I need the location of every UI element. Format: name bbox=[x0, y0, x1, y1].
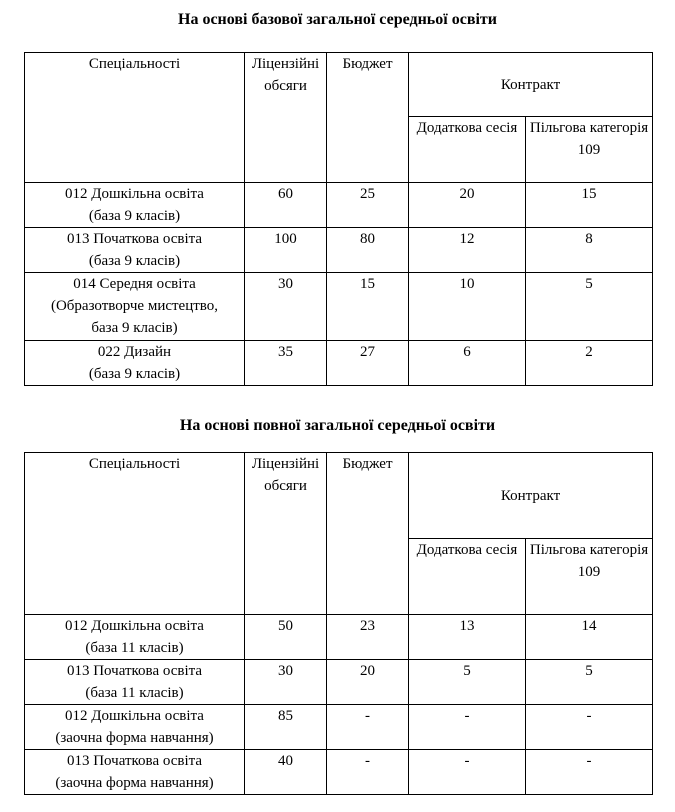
section-title-basic: На основі базової загальної середньої освіти bbox=[178, 11, 497, 28]
specialty-cell bbox=[25, 750, 245, 795]
specialty-cell bbox=[25, 705, 245, 750]
header-license: Ліцензійні обсяги bbox=[245, 53, 327, 183]
header-additional-session: Додаткова сесія bbox=[409, 539, 526, 615]
specialty-line: (база 9 класів) bbox=[88, 366, 181, 382]
section-title-full: На основі повної загальної середньої освіти bbox=[179, 417, 496, 434]
specialty-line: 013 Початкова освіта bbox=[66, 231, 203, 247]
budget-cell: - bbox=[327, 705, 409, 750]
specialty-line: 014 Середня освіта bbox=[73, 276, 196, 292]
additional-cell: 6 bbox=[409, 341, 526, 386]
header-specialty: Спеціальності bbox=[25, 53, 245, 183]
specialty-line: (база 11 класів) bbox=[85, 640, 184, 656]
license-cell: 40 bbox=[245, 750, 327, 795]
preferential-cell: - bbox=[526, 750, 653, 795]
header-specialty: Спеціальності bbox=[25, 453, 245, 615]
header-additional-session: Додаткова сесія bbox=[409, 117, 526, 183]
specialty-line: (база 9 класів) bbox=[88, 208, 181, 224]
header-category-109: Пільгова категорія 109 bbox=[526, 539, 653, 615]
license-cell: 30 bbox=[245, 660, 327, 705]
specialty-line: 012 Дошкільна освіта bbox=[65, 708, 204, 724]
preferential-cell: 14 bbox=[526, 615, 653, 660]
license-cell: 100 bbox=[245, 228, 327, 273]
additional-cell: 20 bbox=[409, 183, 526, 228]
additional-cell: - bbox=[409, 705, 526, 750]
table-row bbox=[25, 228, 653, 273]
additional-cell: - bbox=[409, 750, 526, 795]
specialty-line: 013 Початкова освіта bbox=[66, 753, 203, 769]
specialty-cell bbox=[25, 273, 245, 341]
table-row bbox=[25, 273, 653, 341]
specialty-line: 012 Дошкільна освіта bbox=[65, 618, 204, 634]
preferential-cell: 8 bbox=[526, 228, 653, 273]
license-cell: 35 bbox=[245, 341, 327, 386]
preferential-cell: 2 bbox=[526, 341, 653, 386]
preferential-cell: 5 bbox=[526, 660, 653, 705]
table-row bbox=[25, 615, 653, 660]
admission-table-basic bbox=[24, 52, 653, 386]
budget-cell: 23 bbox=[327, 615, 409, 660]
specialty-line: (база 9 класів) bbox=[88, 253, 181, 269]
header-license: Ліцензійні обсяги bbox=[245, 453, 327, 615]
specialty-line: 022 Дизайн bbox=[97, 344, 172, 360]
budget-cell: - bbox=[327, 750, 409, 795]
table-row bbox=[25, 750, 653, 795]
specialty-cell bbox=[25, 228, 245, 273]
table-row bbox=[25, 341, 653, 386]
additional-cell: 13 bbox=[409, 615, 526, 660]
header-category-109: Пільгова категорія 109 bbox=[526, 117, 653, 183]
header-budget: Бюджет bbox=[327, 53, 409, 183]
specialty-line: (заочна форма навчання) bbox=[55, 775, 214, 791]
specialty-line: (заочна форма навчання) bbox=[55, 730, 214, 746]
specialty-line: (Образотворче мистецтво, bbox=[50, 298, 219, 314]
budget-cell: 15 bbox=[327, 273, 409, 341]
specialty-cell bbox=[25, 615, 245, 660]
budget-cell: 20 bbox=[327, 660, 409, 705]
additional-cell: 12 bbox=[409, 228, 526, 273]
budget-cell: 80 bbox=[327, 228, 409, 273]
license-cell: 85 bbox=[245, 705, 327, 750]
header-budget: Бюджет bbox=[327, 453, 409, 615]
budget-cell: 25 bbox=[327, 183, 409, 228]
header-contract: Контракт bbox=[409, 53, 653, 117]
table-row bbox=[25, 705, 653, 750]
preferential-cell: - bbox=[526, 705, 653, 750]
license-cell: 50 bbox=[245, 615, 327, 660]
specialty-line: 012 Дошкільна освіта bbox=[65, 186, 204, 202]
license-cell: 30 bbox=[245, 273, 327, 341]
preferential-cell: 15 bbox=[526, 183, 653, 228]
license-cell: 60 bbox=[245, 183, 327, 228]
specialty-line: база 9 класів) bbox=[91, 320, 178, 336]
admission-table-full bbox=[24, 452, 653, 795]
specialty-cell bbox=[25, 183, 245, 228]
specialty-line: (база 11 класів) bbox=[85, 685, 184, 701]
specialty-line: 013 Початкова освіта bbox=[66, 663, 203, 679]
specialty-cell bbox=[25, 660, 245, 705]
table-row bbox=[25, 183, 653, 228]
header-contract: Контракт bbox=[409, 453, 653, 539]
additional-cell: 10 bbox=[409, 273, 526, 341]
budget-cell: 27 bbox=[327, 341, 409, 386]
preferential-cell: 5 bbox=[526, 273, 653, 341]
additional-cell: 5 bbox=[409, 660, 526, 705]
table-row bbox=[25, 660, 653, 705]
specialty-cell bbox=[25, 341, 245, 386]
